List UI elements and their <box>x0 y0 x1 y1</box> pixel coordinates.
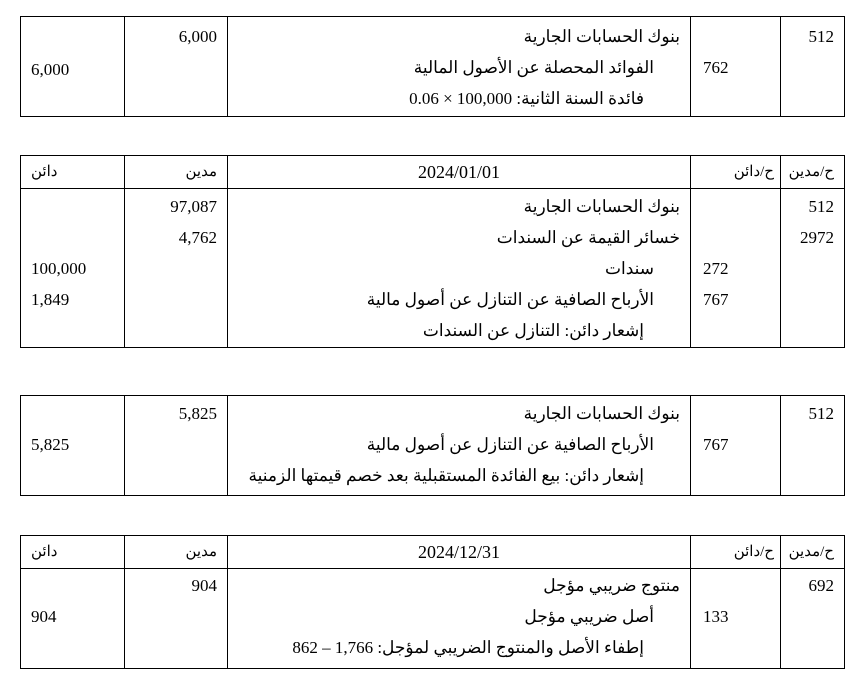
entry-body-row <box>21 17 845 117</box>
credit-amount: 1,849 <box>31 290 70 309</box>
debit-account-number: 692 <box>808 576 834 595</box>
debit-amount-cell <box>125 189 228 348</box>
entry-note: إشعار دائن: التنازل عن السندات <box>422 321 644 340</box>
debit-account-header: ح/مدين <box>781 156 845 189</box>
description-cell <box>228 569 691 669</box>
debit-account-header: ح/مدين <box>781 536 845 569</box>
credit-amount: 6,000 <box>31 60 70 79</box>
credit-amount: 100,000 <box>31 259 87 278</box>
credit-account-number: 767 <box>703 435 729 454</box>
credit-account-name: أصل ضريبي مؤجل <box>524 607 654 626</box>
credit-account-header: ح/دائن <box>691 536 781 569</box>
credit-amount: 5,825 <box>31 435 70 454</box>
debit-header: مدين <box>125 156 228 189</box>
debit-amount: 97,087 <box>170 197 217 216</box>
credit-account-cell <box>691 396 781 496</box>
credit-account-cell <box>691 189 781 348</box>
description-cell <box>228 17 691 117</box>
credit-header: دائن <box>21 156 125 189</box>
entry-note: فائدة السنة الثانية: 100,000 × 0.06 <box>409 89 644 108</box>
credit-amount-cell <box>21 17 125 117</box>
journal-entry-3 <box>20 395 845 496</box>
entry-body-row <box>21 396 845 496</box>
debit-amount: 4,762 <box>178 228 217 247</box>
debit-account-cell <box>781 396 845 496</box>
debit-account-cell <box>781 569 845 669</box>
debit-amount: 904 <box>191 576 217 595</box>
debit-account-number: 512 <box>808 404 834 423</box>
entry-header-row <box>21 536 845 569</box>
credit-amount-cell <box>21 569 125 669</box>
debit-account-name: بنوك الحسابات الجارية <box>523 404 680 423</box>
entry-body-row <box>21 569 845 669</box>
credit-account-header: ح/دائن <box>691 156 781 189</box>
credit-amount-cell <box>21 189 125 348</box>
debit-amount-cell <box>125 569 228 669</box>
debit-account-name: خسائر القيمة عن السندات <box>496 228 680 247</box>
credit-account-name: الأرباح الصافية عن التنازل عن أصول مالية <box>366 435 654 454</box>
journal-entry-2 <box>20 155 845 348</box>
debit-account-name: بنوك الحسابات الجارية <box>523 197 680 216</box>
debit-account-number: 512 <box>808 27 834 46</box>
journal-entry-1 <box>20 16 845 117</box>
debit-amount: 6,000 <box>178 27 217 46</box>
entry-header-row <box>21 156 845 189</box>
debit-account-name: بنوك الحسابات الجارية <box>523 27 680 46</box>
debit-amount-cell <box>125 396 228 496</box>
debit-amount: 5,825 <box>178 404 217 423</box>
credit-account-number: 133 <box>703 607 729 626</box>
debit-account-name: منتوج ضريبي مؤجل <box>543 576 680 595</box>
description-cell <box>228 396 691 496</box>
credit-account-number: 272 <box>703 259 729 278</box>
credit-amount-cell <box>21 396 125 496</box>
credit-account-name: سندات <box>604 259 654 278</box>
entry-date: 2024/01/01 <box>228 156 691 189</box>
journal-entry-4 <box>20 535 845 669</box>
credit-header: دائن <box>21 536 125 569</box>
credit-account-name: الأرباح الصافية عن التنازل عن أصول مالية <box>366 290 654 309</box>
entry-date: 2024/12/31 <box>228 536 691 569</box>
debit-account-number: 2972 <box>800 228 834 247</box>
entry-body-row <box>21 189 845 348</box>
entry-note: إشعار دائن: بيع الفائدة المستقبلية بعد خصم قيمتها الزمنية <box>248 466 644 485</box>
debit-account-cell <box>781 189 845 348</box>
entry-note: إطفاء الأصل والمنتوج الضريبي لمؤجل: 1,766 – 862 <box>292 638 644 657</box>
debit-account-cell <box>781 17 845 117</box>
credit-account-name: الفوائد المحصلة عن الأصول المالية <box>413 58 654 77</box>
debit-header: مدين <box>125 536 228 569</box>
credit-account-number: 762 <box>703 58 729 77</box>
credit-account-cell <box>691 569 781 669</box>
credit-account-cell <box>691 17 781 117</box>
credit-amount: 904 <box>31 607 57 626</box>
description-cell <box>228 189 691 348</box>
credit-account-number: 767 <box>703 290 729 309</box>
debit-amount-cell <box>125 17 228 117</box>
debit-account-number: 512 <box>808 197 834 216</box>
